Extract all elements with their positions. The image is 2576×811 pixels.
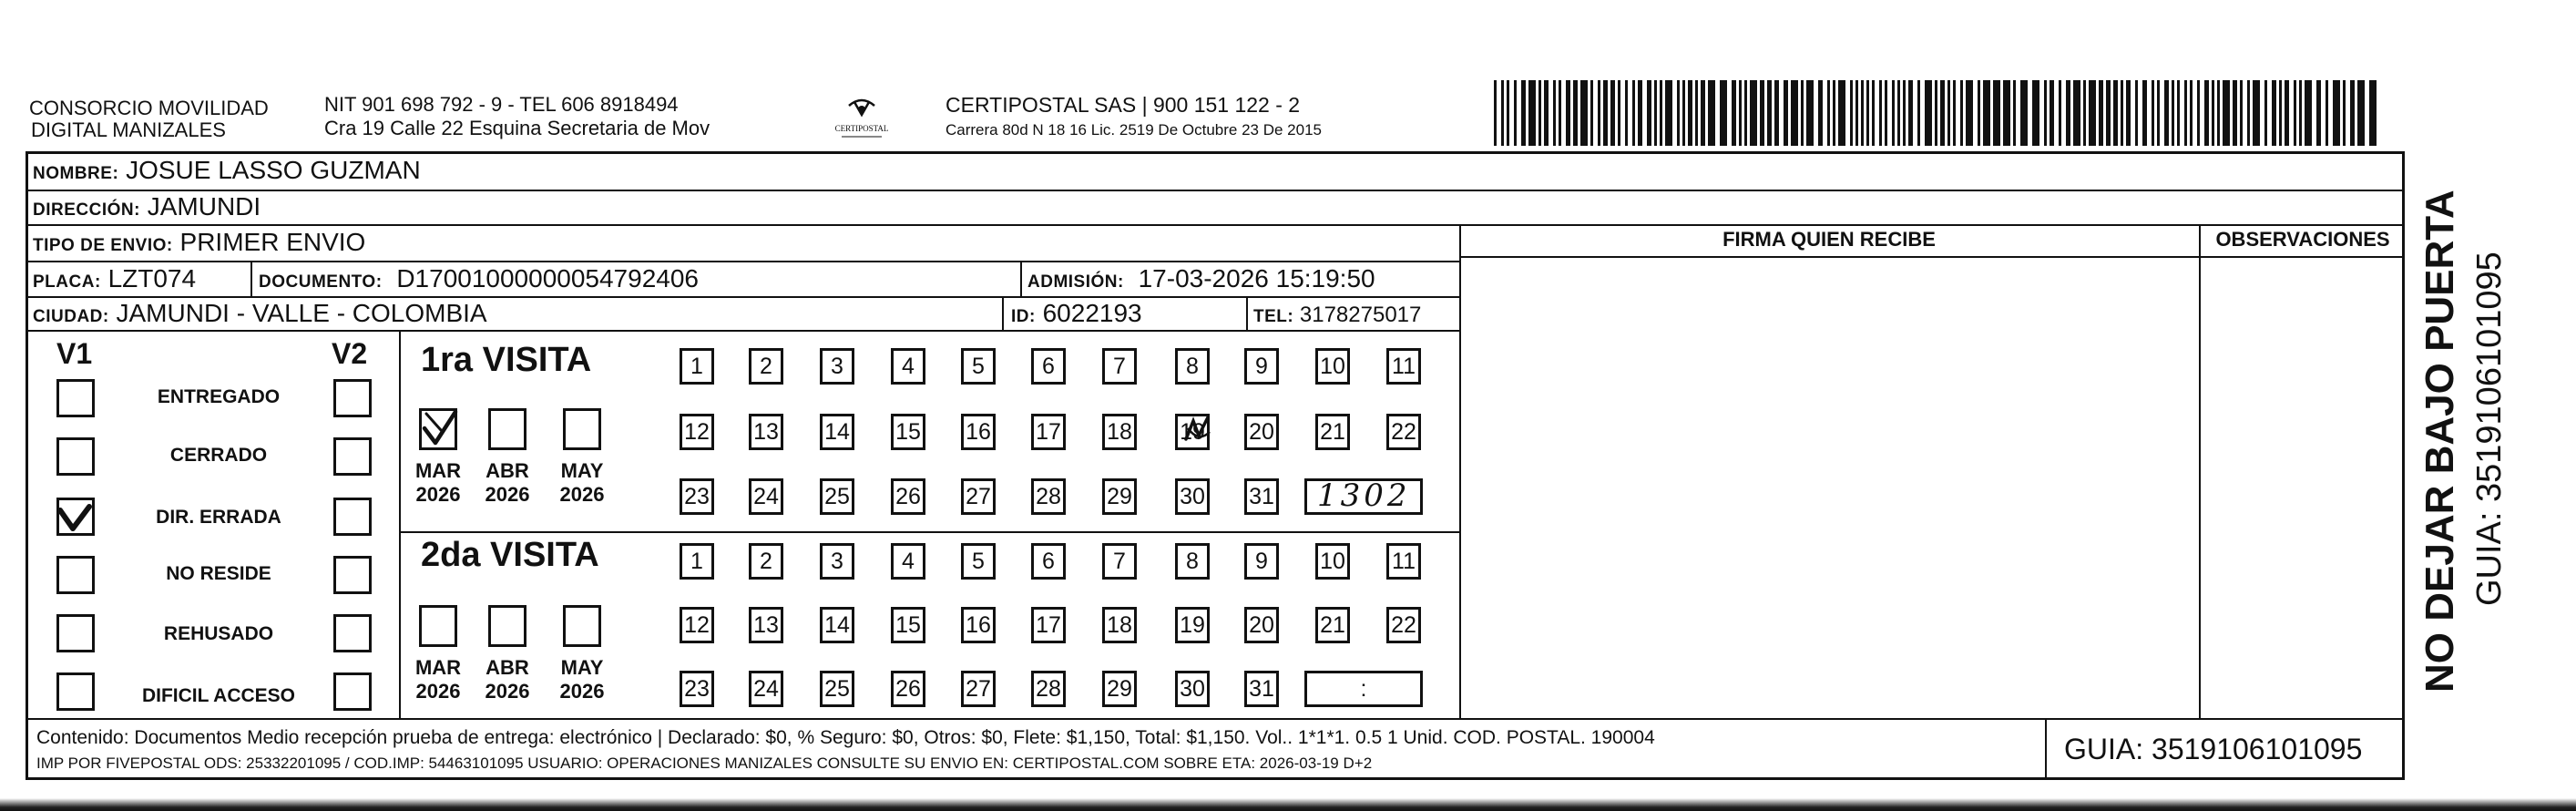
barcode-bar <box>1892 80 1895 146</box>
tipo-envio-label: TIPO DE ENVIO: <box>33 236 173 255</box>
visit2-day-9[interactable]: 9 <box>1244 543 1279 580</box>
visit2-day-18[interactable]: 18 <box>1102 607 1137 643</box>
barcode-bar <box>2217 80 2220 146</box>
footer-contents: Contenido: Documentos Medio recepción prueba de entrega: electrónico | Declarado: $0, % Seguro: $0, Otros: $0, Flete: $1,150, Total: $1,150. Vol.. 1*1*1. 0.5 1 Unid. COD. POSTAL. 190004 <box>36 727 1655 748</box>
barcode-bar <box>1720 80 1727 146</box>
barcode-bar <box>2247 80 2250 146</box>
visit1-day-15[interactable]: 15 <box>891 414 925 450</box>
barcode-bar <box>1872 80 1875 146</box>
barcode-bar <box>2044 80 2047 146</box>
visit1-day-24[interactable]: 24 <box>749 478 783 515</box>
visit1-month-mar-label: MAR 2026 <box>414 459 462 506</box>
carrier-license: Carrera 80d N 18 16 Lic. 2519 De Octubre 23 De 2015 <box>946 121 1322 139</box>
barcode-bar <box>1688 80 1692 146</box>
barcode-bar <box>2177 80 2180 146</box>
barcode-bar <box>1885 80 1887 146</box>
barcode-bar <box>1618 80 1620 146</box>
barcode-bar <box>2142 80 2147 146</box>
barcode-bar <box>1917 80 1920 146</box>
admision-field <box>1027 263 1375 298</box>
barcode-bar <box>1625 80 1628 146</box>
barcode-bar <box>2083 80 2086 146</box>
barcode-bar <box>1767 80 1772 146</box>
barcode-bar <box>2135 80 2138 146</box>
barcode-bar <box>1879 80 1882 146</box>
barcode-bar <box>2294 80 2296 146</box>
barcode-bar <box>2272 80 2276 146</box>
documento-field <box>259 263 699 298</box>
id-field <box>1011 298 1142 333</box>
visit2-day-5[interactable]: 5 <box>961 543 996 580</box>
nombre-value: JOSUE LASSO GUZMAN <box>126 156 421 184</box>
visit1-day-11[interactable]: 11 <box>1386 348 1421 385</box>
barcode-bar <box>1566 80 1570 146</box>
barcode-bar <box>2164 80 2169 146</box>
barcode-bar <box>1528 80 1536 146</box>
visit2-day-25[interactable]: 25 <box>820 671 854 707</box>
visit2-day-24[interactable]: 24 <box>749 671 783 707</box>
v2-dificil-acceso-checkbox[interactable] <box>333 672 372 711</box>
barcode-bar <box>2299 80 2302 146</box>
v1-no-reside-checkbox[interactable] <box>56 556 95 594</box>
barcode-bar <box>1750 80 1757 146</box>
visit2-day-20[interactable]: 20 <box>1244 607 1279 643</box>
barcode-bar <box>1993 80 2000 146</box>
barcode-bar <box>1960 80 1963 146</box>
barcode-bar <box>2326 80 2328 146</box>
visit1-month-abr-checkbox[interactable] <box>488 408 526 450</box>
documento-value: D17001000000054792406 <box>396 264 699 293</box>
barcode-bar <box>1632 80 1635 146</box>
barcode-bar <box>1590 80 1593 146</box>
firma-header: FIRMA QUIEN RECIBE <box>1722 228 1936 251</box>
visit2-day-15[interactable]: 15 <box>891 607 925 643</box>
visit2-day-26[interactable]: 26 <box>891 671 925 707</box>
visit2-month-may-label: MAY 2026 <box>559 656 605 703</box>
barcode-bar <box>1833 80 1835 146</box>
barcode-bar <box>2066 80 2070 146</box>
barcode-bar <box>1983 80 1990 146</box>
visit1-day-25[interactable]: 25 <box>820 478 854 515</box>
documento-label: DOCUMENTO: <box>259 272 383 292</box>
visit1-day-30[interactable]: 30 <box>1175 478 1210 515</box>
barcode-bar <box>1559 80 1561 146</box>
barcode <box>1494 80 2388 146</box>
v2-header: V2 <box>332 337 368 370</box>
barcode-bar <box>1573 80 1578 146</box>
visit2-month-abr-label: ABR 2026 <box>485 656 530 703</box>
placa-value: LZT074 <box>107 264 197 293</box>
ciudad-label: CIUDAD: <box>33 307 109 326</box>
barcode-bar <box>1732 80 1736 146</box>
visit2-day-8[interactable]: 8 <box>1175 543 1210 580</box>
visit2-month-may-checkbox[interactable] <box>563 605 601 647</box>
visit2-month-mar-label: MAR 2026 <box>414 656 462 703</box>
visit2-day-31[interactable]: 31 <box>1244 671 1279 707</box>
status-no-reside-label: NO RESIDE <box>166 563 271 584</box>
barcode-bar <box>1677 80 1680 146</box>
barcode-bar <box>2013 80 2016 146</box>
sender-company-line2: DIGITAL MANIZALES <box>31 118 226 141</box>
sender-company-line1: CONSORCIO MOVILIDAD <box>29 97 269 119</box>
barcode-bar <box>2343 80 2346 146</box>
visit1-month-abr-label: ABR 2026 <box>485 459 530 506</box>
v2-dir-errada-checkbox[interactable] <box>333 498 372 536</box>
barcode-bar <box>1947 80 1950 146</box>
visit1-day-9[interactable]: 9 <box>1244 348 1279 385</box>
ciudad-value: JAMUNDI - VALLE - COLOMBIA <box>116 299 487 327</box>
side-warning: NO DEJAR BAJO PUERTA <box>2418 190 2462 693</box>
visit1-day-1[interactable]: 1 <box>680 348 714 385</box>
tipo-envio-field <box>33 227 365 262</box>
visit1-day-31[interactable]: 31 <box>1244 478 1279 515</box>
visit1-day-19[interactable]: 19 <box>1175 414 1210 450</box>
nombre-label: NOMBRE: <box>33 164 119 183</box>
observaciones-header: OBSERVACIONES <box>2215 228 2390 251</box>
barcode-bar <box>1866 80 1869 146</box>
id-label: ID: <box>1011 307 1036 326</box>
barcode-bar <box>2032 80 2039 146</box>
visit2-day-11[interactable]: 11 <box>1386 543 1421 580</box>
barcode-bar <box>2059 80 2061 146</box>
visit1-day-26[interactable]: 26 <box>891 478 925 515</box>
barcode-bar <box>2279 80 2282 146</box>
barcode-bar <box>1855 80 1858 146</box>
visit1-day-6[interactable]: 6 <box>1031 348 1066 385</box>
barcode-bar <box>2020 80 2028 146</box>
barcode-bar <box>2073 80 2080 146</box>
admision-value: 17-03-2026 15:19:50 <box>1138 264 1375 293</box>
barcode-bar <box>1940 80 1945 146</box>
barcode-bar <box>2184 80 2187 146</box>
v1-header: V1 <box>56 337 93 370</box>
visit1-day-16[interactable]: 16 <box>961 414 996 450</box>
visit2-day-30[interactable]: 30 <box>1175 671 1210 707</box>
barcode-bar <box>2121 80 2123 146</box>
tel-value: 3178275017 <box>1299 303 1422 327</box>
barcode-bar <box>1660 80 1662 146</box>
barcode-bar <box>1827 80 1830 146</box>
barcode-bar <box>2190 80 2193 146</box>
visit1-day-27[interactable]: 27 <box>961 478 996 515</box>
barcode-bar <box>1580 80 1588 146</box>
visit1-day-28[interactable]: 28 <box>1031 478 1066 515</box>
status-dificil-acceso-label: DIFICIL ACCESO <box>141 685 295 706</box>
v2-entregado-checkbox[interactable] <box>333 379 372 417</box>
barcode-bar <box>1935 80 1937 146</box>
visit2-month-mar-checkbox[interactable] <box>419 605 457 647</box>
barcode-bar <box>1925 80 1932 146</box>
barcode-bar <box>1953 80 1956 146</box>
footer-guia: GUIA: 3519106101095 <box>2064 733 2363 765</box>
visit1-day-5[interactable]: 5 <box>961 348 996 385</box>
visit1-day-23[interactable]: 23 <box>680 478 714 515</box>
v2-no-reside-checkbox[interactable] <box>333 556 372 594</box>
placa-field <box>33 263 196 298</box>
visit1-day-3[interactable]: 3 <box>820 348 854 385</box>
visit2-day-19[interactable]: 19 <box>1175 607 1210 643</box>
visit2-day-7[interactable]: 7 <box>1102 543 1137 580</box>
barcode-bar <box>1806 80 1814 146</box>
v1-entregado-checkbox[interactable] <box>56 379 95 417</box>
id-value: 6022193 <box>1042 299 1142 327</box>
visit2-day-29[interactable]: 29 <box>1102 671 1137 707</box>
barcode-bar <box>1501 80 1504 146</box>
visit2-title: 2da VISITA <box>421 536 599 574</box>
visit2-day-4[interactable]: 4 <box>891 543 925 580</box>
barcode-bar <box>2316 80 2321 146</box>
tipo-envio-value: PRIMER ENVIO <box>179 228 366 256</box>
visit2-day-1[interactable]: 1 <box>680 543 714 580</box>
visit1-day-29[interactable]: 29 <box>1102 478 1137 515</box>
v1-rehusado-checkbox[interactable] <box>56 614 95 652</box>
visit2-day-2[interactable]: 2 <box>749 543 783 580</box>
v1-dir-errada-checkbox[interactable] <box>56 498 95 536</box>
visit1-day-12[interactable]: 12 <box>680 414 714 450</box>
barcode-bar <box>2126 80 2131 146</box>
barcode-bar <box>2264 80 2267 146</box>
barcode-bar <box>2253 80 2260 146</box>
svg-text:CERTIPOSTAL: CERTIPOSTAL <box>834 124 889 133</box>
visit2-day-22[interactable]: 22 <box>1386 607 1421 643</box>
visit2-day-27[interactable]: 27 <box>961 671 996 707</box>
barcode-bar <box>2106 80 2111 146</box>
visit1-day-17[interactable]: 17 <box>1031 414 1066 450</box>
status-entregado-label: ENTREGADO <box>157 386 281 407</box>
barcode-bar <box>1850 80 1853 146</box>
barcode-bar <box>1654 80 1657 146</box>
barcode-bar <box>1598 80 1600 146</box>
barcode-bar <box>2223 80 2230 146</box>
barcode-bar <box>1861 80 1864 146</box>
barcode-bar <box>1774 80 1779 146</box>
barcode-bar <box>1760 80 1764 146</box>
visit1-day-10[interactable]: 10 <box>1315 348 1350 385</box>
barcode-bar <box>1978 80 1980 146</box>
visit2-day-28[interactable]: 28 <box>1031 671 1066 707</box>
barcode-bar <box>1908 80 1913 146</box>
visit2-day-12[interactable]: 12 <box>680 607 714 643</box>
visit1-month-mar-checkbox[interactable] <box>419 408 457 450</box>
direccion-value: JAMUNDI <box>147 192 261 221</box>
barcode-bar <box>2089 80 2096 146</box>
barcode-bar <box>1538 80 1541 146</box>
visit1-day-2[interactable]: 2 <box>749 348 783 385</box>
barcode-bar <box>2152 80 2154 146</box>
barcode-bar <box>2350 80 2355 146</box>
ciudad-field <box>33 298 487 333</box>
visit2-day-16[interactable]: 16 <box>961 607 996 643</box>
visit1-month-may-label: MAY 2026 <box>559 459 605 506</box>
visit2-day-14[interactable]: 14 <box>820 607 854 643</box>
barcode-bar <box>1784 80 1788 146</box>
barcode-bar <box>2197 80 2200 146</box>
placa-label: PLACA: <box>33 272 101 292</box>
barcode-bar <box>1966 80 1973 146</box>
visit1-month-may-checkbox[interactable] <box>563 408 601 450</box>
barcode-bar <box>2157 80 2160 146</box>
barcode-bar <box>1818 80 1823 146</box>
status-cerrado-label: CERRADO <box>169 445 268 466</box>
visit1-day-13[interactable]: 13 <box>749 414 783 450</box>
status-dir-errada-label: DIR. ERRADA <box>156 507 281 528</box>
scan-edge <box>0 798 2576 811</box>
barcode-bar <box>1638 80 1642 146</box>
barcode-bar <box>1791 80 1798 146</box>
barcode-bar <box>1603 80 1608 146</box>
barcode-bar <box>2233 80 2237 146</box>
sender-address: Cra 19 Calle 22 Esquina Secretaria de Mov <box>324 117 710 139</box>
observaciones-area[interactable] <box>2202 259 2402 716</box>
barcode-bar <box>1610 80 1615 146</box>
direccion-label: DIRECCIÓN: <box>33 200 140 220</box>
status-rehusado-label: REHUSADO <box>163 623 274 644</box>
barcode-bar <box>1708 80 1715 146</box>
tel-field <box>1253 300 1421 333</box>
visit2-day-6[interactable]: 6 <box>1031 543 1066 580</box>
barcode-bar <box>1903 80 1906 146</box>
barcode-bar <box>2099 80 2103 146</box>
carrier-name-nit: CERTIPOSTAL SAS | 900 151 122 - 2 <box>946 93 1301 117</box>
visit1-day-14[interactable]: 14 <box>820 414 854 450</box>
barcode-bar <box>1701 80 1705 146</box>
barcode-bar <box>2333 80 2340 146</box>
barcode-bar <box>1801 80 1804 146</box>
visit1-time-handwritten: 1302 <box>1317 477 1411 514</box>
visit1-day-20[interactable]: 20 <box>1244 414 1279 450</box>
barcode-bar <box>1514 80 1517 146</box>
admision-label: ADMISIÓN: <box>1027 272 1124 292</box>
visit2-day-3[interactable]: 3 <box>820 543 854 580</box>
barcode-bar <box>1695 80 1698 146</box>
footer-print-info: IMP POR FIVEPOSTAL ODS: 25332201095 / COD.IMP: 54463101095 USUARIO: OPERACIONES MANIZALES CONSULTE SU ENVIO EN: CERTIPOSTAL.COM SOBRE ETA: 2026-03-19 D+2 <box>36 755 1373 772</box>
v2-cerrado-checkbox[interactable] <box>333 437 372 476</box>
visit2-month-abr-checkbox[interactable] <box>488 605 526 647</box>
visit1-day-22[interactable]: 22 <box>1386 414 1421 450</box>
barcode-bar <box>2212 80 2214 146</box>
visit2-day-13[interactable]: 13 <box>749 607 783 643</box>
visit2-day-10[interactable]: 10 <box>1315 543 1350 580</box>
barcode-bar <box>1897 80 1900 146</box>
visit1-day-21[interactable]: 21 <box>1315 414 1350 450</box>
visit2-time-box[interactable]: : <box>1304 671 1423 707</box>
sender-nit-tel: NIT 901 698 792 - 9 - TEL 606 8918494 <box>324 93 679 116</box>
visit2-day-23[interactable]: 23 <box>680 671 714 707</box>
certipostal-logo-icon <box>829 87 894 144</box>
barcode-bar <box>1744 80 1747 146</box>
visit2-day-21[interactable]: 21 <box>1315 607 1350 643</box>
barcode-bar <box>2003 80 2010 146</box>
barcode-bar <box>1739 80 1742 146</box>
tel-label: TEL: <box>1253 307 1294 326</box>
barcode-bar <box>1553 80 1556 146</box>
barcode-bar <box>1647 80 1651 146</box>
visit1-day-4[interactable]: 4 <box>891 348 925 385</box>
barcode-bar <box>1665 80 1672 146</box>
v1-cerrado-checkbox[interactable] <box>56 437 95 476</box>
barcode-bar <box>2240 80 2243 146</box>
barcode-bar <box>2204 80 2209 146</box>
barcode-bar <box>2305 80 2312 146</box>
v1-dificil-acceso-checkbox[interactable] <box>56 672 95 711</box>
nombre-field <box>33 155 421 190</box>
barcode-bar <box>1682 80 1685 146</box>
barcode-bar <box>2357 80 2365 146</box>
barcode-bar <box>2369 80 2377 146</box>
visit1-day-8[interactable]: 8 <box>1175 348 1210 385</box>
barcode-bar <box>2113 80 2118 146</box>
firma-area[interactable] <box>1462 259 2196 716</box>
barcode-bar <box>1544 80 1549 146</box>
barcode-bar <box>1507 80 1509 146</box>
barcode-bar <box>2050 80 2054 146</box>
barcode-bar <box>1521 80 1526 146</box>
visit2-day-17[interactable]: 17 <box>1031 607 1066 643</box>
side-guia: GUIA: 3519106101095 <box>2470 252 2509 606</box>
barcode-bar <box>2285 80 2289 146</box>
barcode-bar <box>2172 80 2174 146</box>
visit1-title: 1ra VISITA <box>421 341 592 379</box>
v2-rehusado-checkbox[interactable] <box>333 614 372 652</box>
visit1-day-18[interactable]: 18 <box>1102 414 1137 450</box>
visit1-day-7[interactable]: 7 <box>1102 348 1137 385</box>
barcode-bar <box>1838 80 1845 146</box>
barcode-bar <box>1494 80 1497 146</box>
direccion-field <box>33 191 261 226</box>
